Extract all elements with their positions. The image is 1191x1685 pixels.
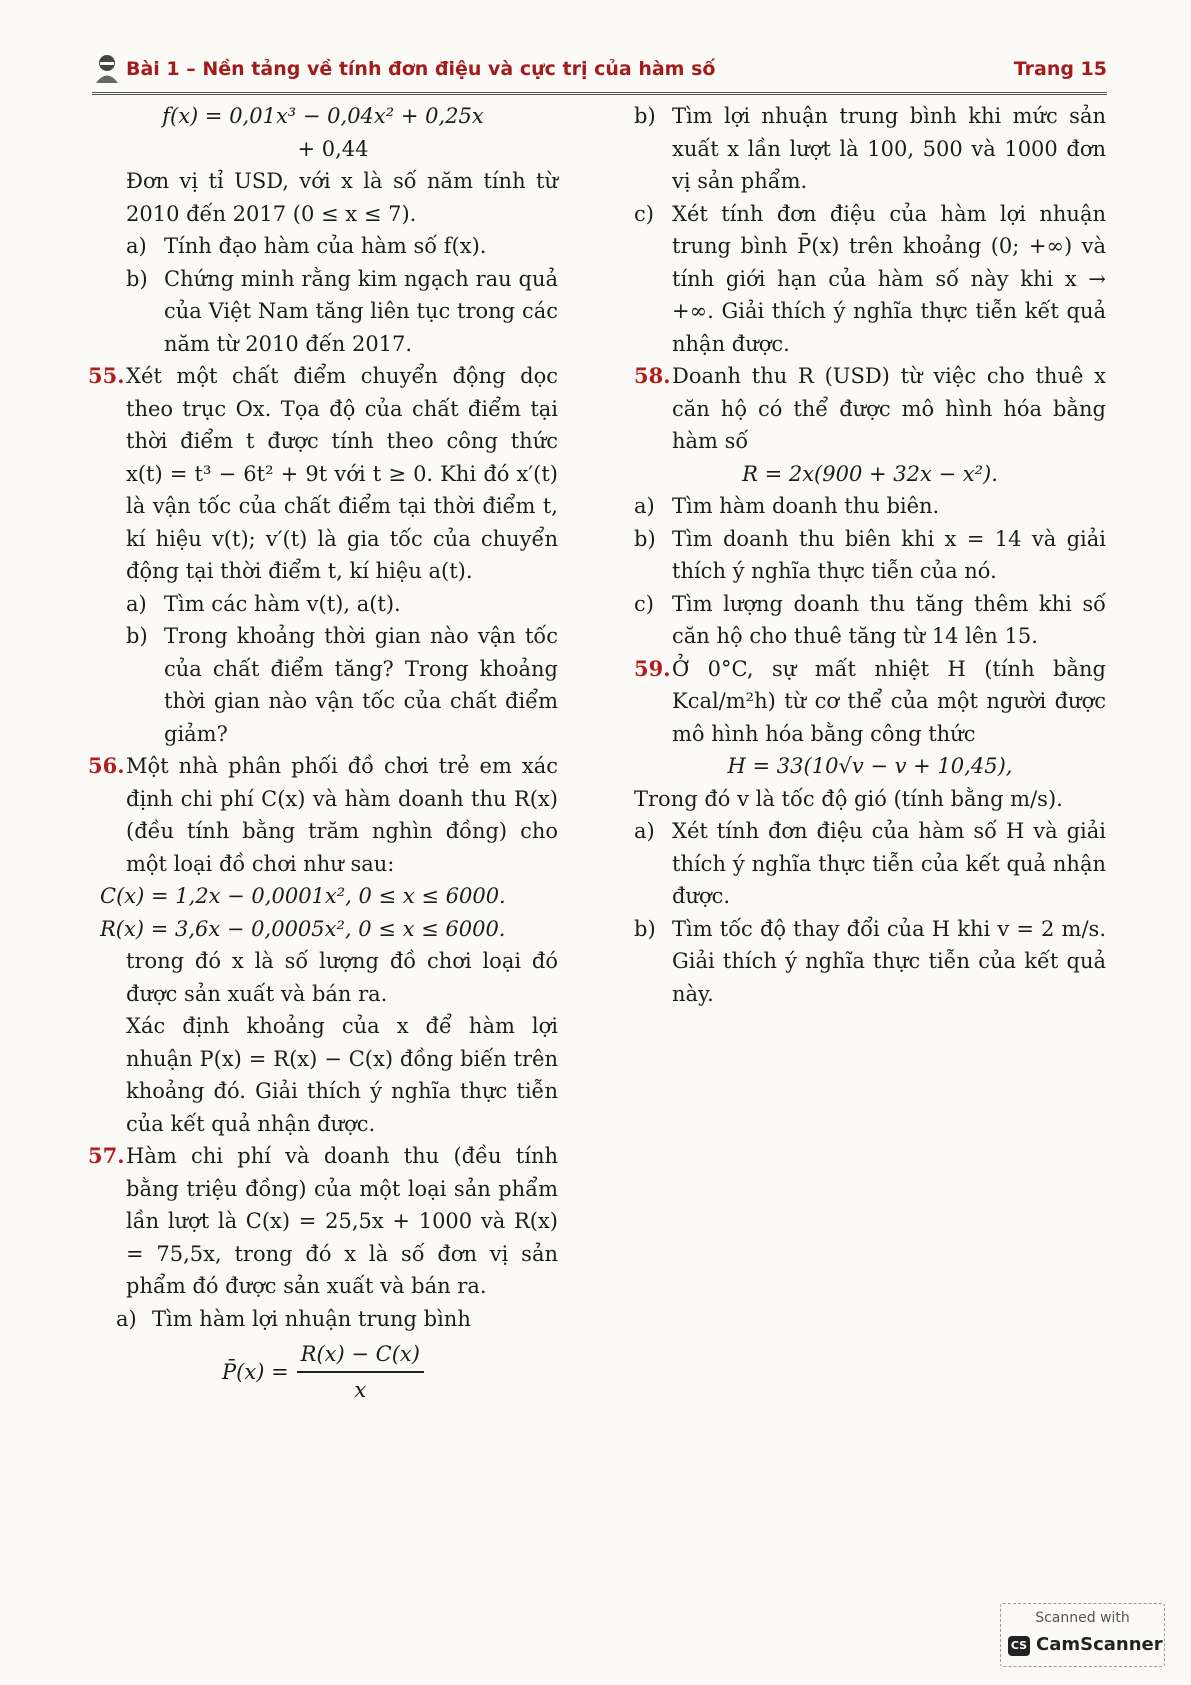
p55-number: 55. (88, 363, 125, 388)
p58-a-text: Tìm hàm doanh thu biên. (672, 494, 940, 518)
p54-text: Đơn vị tỉ USD, với x là số năm tính từ 2010 đến 2017 (0 ≤ x ≤ 7). (126, 169, 558, 226)
page-header (92, 52, 1107, 95)
p58-a-label: a) (634, 494, 655, 518)
watermark-caption: Scanned with (1035, 1610, 1130, 1626)
p57-c-label: c) (634, 201, 654, 226)
p55-b-label: b) (126, 624, 148, 648)
p55-text: Xét một chất điểm chuyển động dọc theo trục Ox. Tọa độ của chất điểm tại thời điểm t được tính theo công thức x(t) = t³ − 6t² + 9t với t ≥ 0. Khi đó x′(t) là vận tốc của chất điểm tại thời điểm t, kí hiệu v(t); v′(t) là gia tốc của chuyển động tại thời điểm t, kí hiệu a(t). (126, 364, 558, 583)
p55-a-text: Tìm các hàm v(t), a(t). (164, 591, 401, 616)
p59-a-text: Xét tính đơn điệu của hàm số H và giải thích ý nghĩa thực tiễn của kết quả nhận được. (672, 819, 1106, 908)
left-column (88, 100, 558, 1407)
right-column (634, 100, 1106, 1010)
p54-a-text: Tính đạo hàm của hàm số f(x). (164, 234, 487, 258)
p58-text: Doanh thu R (USD) từ việc cho thuê x căn hộ có thể được mô hình hóa bằng hàm số (672, 364, 1106, 453)
page-number: Trang 15 (1013, 58, 1107, 80)
p57-item-c (634, 198, 1106, 361)
p59-a-label: a) (634, 819, 655, 843)
p57-average-profit-formula (88, 1337, 558, 1407)
p54-formula-line2: + 0,44 (297, 136, 369, 161)
p58-c-text: Tìm lượng doanh thu tăng thêm khi số căn hộ cho thuê tăng từ 14 lên 15. (672, 591, 1106, 648)
watermark-brand: CamScanner (1036, 1634, 1163, 1655)
p58-b-text: Tìm doanh thu biên khi x = 14 và giải thích ý nghĩa thực tiễn của nó. (672, 526, 1106, 583)
p56-number: 56. (88, 753, 125, 778)
chapter-title: Bài 1 – Nền tảng về tính đơn điệu và cực trị của hàm số (126, 58, 716, 80)
p56-text: Một nhà phân phối đồ chơi trẻ em xác định chi phí C(x) và hàm doanh thu R(x) (đều tính bằng trăm nghìn đồng) cho một loại đồ chơi như sau: (126, 754, 558, 876)
p55-item-b (88, 620, 558, 750)
p54-b-text: Chứng minh rằng kim ngạch rau quả của Việt Nam tăng liên tục trong các năm từ 2010 đến 2017. (164, 266, 558, 356)
p57-a-label: a) (116, 1306, 137, 1331)
p59-number: 59. (634, 655, 671, 681)
p55-b-text: Trong khoảng thời gian nào vận tốc của chất điểm tăng? Trong khoảng thời gian nào vận tốc của chất điểm giảm? (164, 624, 558, 746)
p55-item-a (88, 588, 558, 621)
p54-formula-line1: f(x) = 0,01x³ − 0,04x² + 0,25x (162, 104, 484, 128)
p57-text: Hàm chi phí và doanh thu (đều tính bằng triệu đồng) của một loại sản phẩm lần lượt là C(x) = 25,5x + 1000 và R(x) = 75,5x, trong đó x là số đơn vị sản phẩm đó được sản xuất và bán ra. (126, 1144, 558, 1298)
p55-a-label: a) (126, 591, 147, 616)
p58-c-label: c) (634, 591, 654, 616)
p57-frac-numerator: R(x) − C(x) (297, 1337, 424, 1373)
p59-item-b (634, 913, 1106, 1011)
p56-revenue-formula: R(x) = 3,6x − 0,0005x², 0 ≤ x ≤ 6000. (100, 916, 506, 941)
p58-number: 58. (634, 363, 671, 388)
p57-number: 57. (88, 1143, 125, 1168)
p58-item-b (634, 523, 1106, 588)
p57-a-text: Tìm hàm lợi nhuận trung bình (152, 1306, 471, 1331)
p54-item-b (88, 263, 558, 361)
problem-55 (88, 360, 558, 588)
p59-formula: H = 33(10√v − v + 10,45), (727, 754, 1013, 778)
p54-item-a (88, 230, 558, 263)
p57-b-text: Tìm lợi nhuận trung bình khi mức sản xuất x lần lượt là 100, 500 và 1000 đơn vị sản phẩm. (672, 104, 1106, 193)
p57-item-b (634, 100, 1106, 198)
problem-58 (634, 360, 1106, 458)
p57-frac-lhs: P̄(x) = (222, 1359, 289, 1384)
p59-b-label: b) (634, 916, 656, 941)
p57-item-a (88, 1303, 558, 1336)
p59-item-a (634, 815, 1106, 913)
problem-57 (88, 1140, 558, 1303)
p56-text3: Xác định khoảng của x để hàm lợi nhuận P(x) = R(x) − C(x) đồng biến trên khoảng đó. Giải thích ý nghĩa thực tiễn của kết quả nhận được. (126, 1014, 558, 1136)
p58-item-a (634, 490, 1106, 523)
p58-b-label: b) (634, 526, 656, 551)
p57-b-label: b) (634, 104, 656, 128)
camscanner-logo-icon: CS (1008, 1636, 1030, 1656)
p57-fraction (297, 1337, 424, 1407)
p56-cost-formula: C(x) = 1,2x − 0,0001x², 0 ≤ x ≤ 6000. (100, 884, 506, 908)
problem-56 (88, 750, 558, 880)
p57-frac-denominator: x (354, 1378, 367, 1402)
p57-c-text: Xét tính đơn điệu của hàm lợi nhuận trung bình P̄(x) trên khoảng (0; +∞) và tính giới hạn của hàm số này khi x → +∞. Giải thích ý nghĩa thực tiễn kết quả nhận được. (672, 201, 1106, 356)
camscanner-watermark (1000, 1603, 1165, 1667)
p56-text2: trong đó x là số lượng đồ chơi loại đó được sản xuất và bán ra. (126, 949, 558, 1006)
p58-formula: R = 2x(900 + 32x − x²). (742, 461, 998, 486)
problem-59 (634, 653, 1106, 751)
p59-text2: Trong đó v là tốc độ gió (tính bằng m/s). (634, 786, 1063, 811)
p58-item-c (634, 588, 1106, 653)
p54-b-label: b) (126, 266, 148, 291)
p59-text: Ở 0°C, sự mất nhiệt H (tính bằng Kcal/m²h) từ cơ thể của một người được mô hình hóa bằng công thức (672, 656, 1106, 746)
author-avatar-icon (94, 54, 120, 84)
p54-a-label: a) (126, 234, 147, 258)
p59-b-text: Tìm tốc độ thay đổi của H khi v = 2 m/s. Giải thích ý nghĩa thực tiễn của kết quả này. (672, 916, 1106, 1006)
